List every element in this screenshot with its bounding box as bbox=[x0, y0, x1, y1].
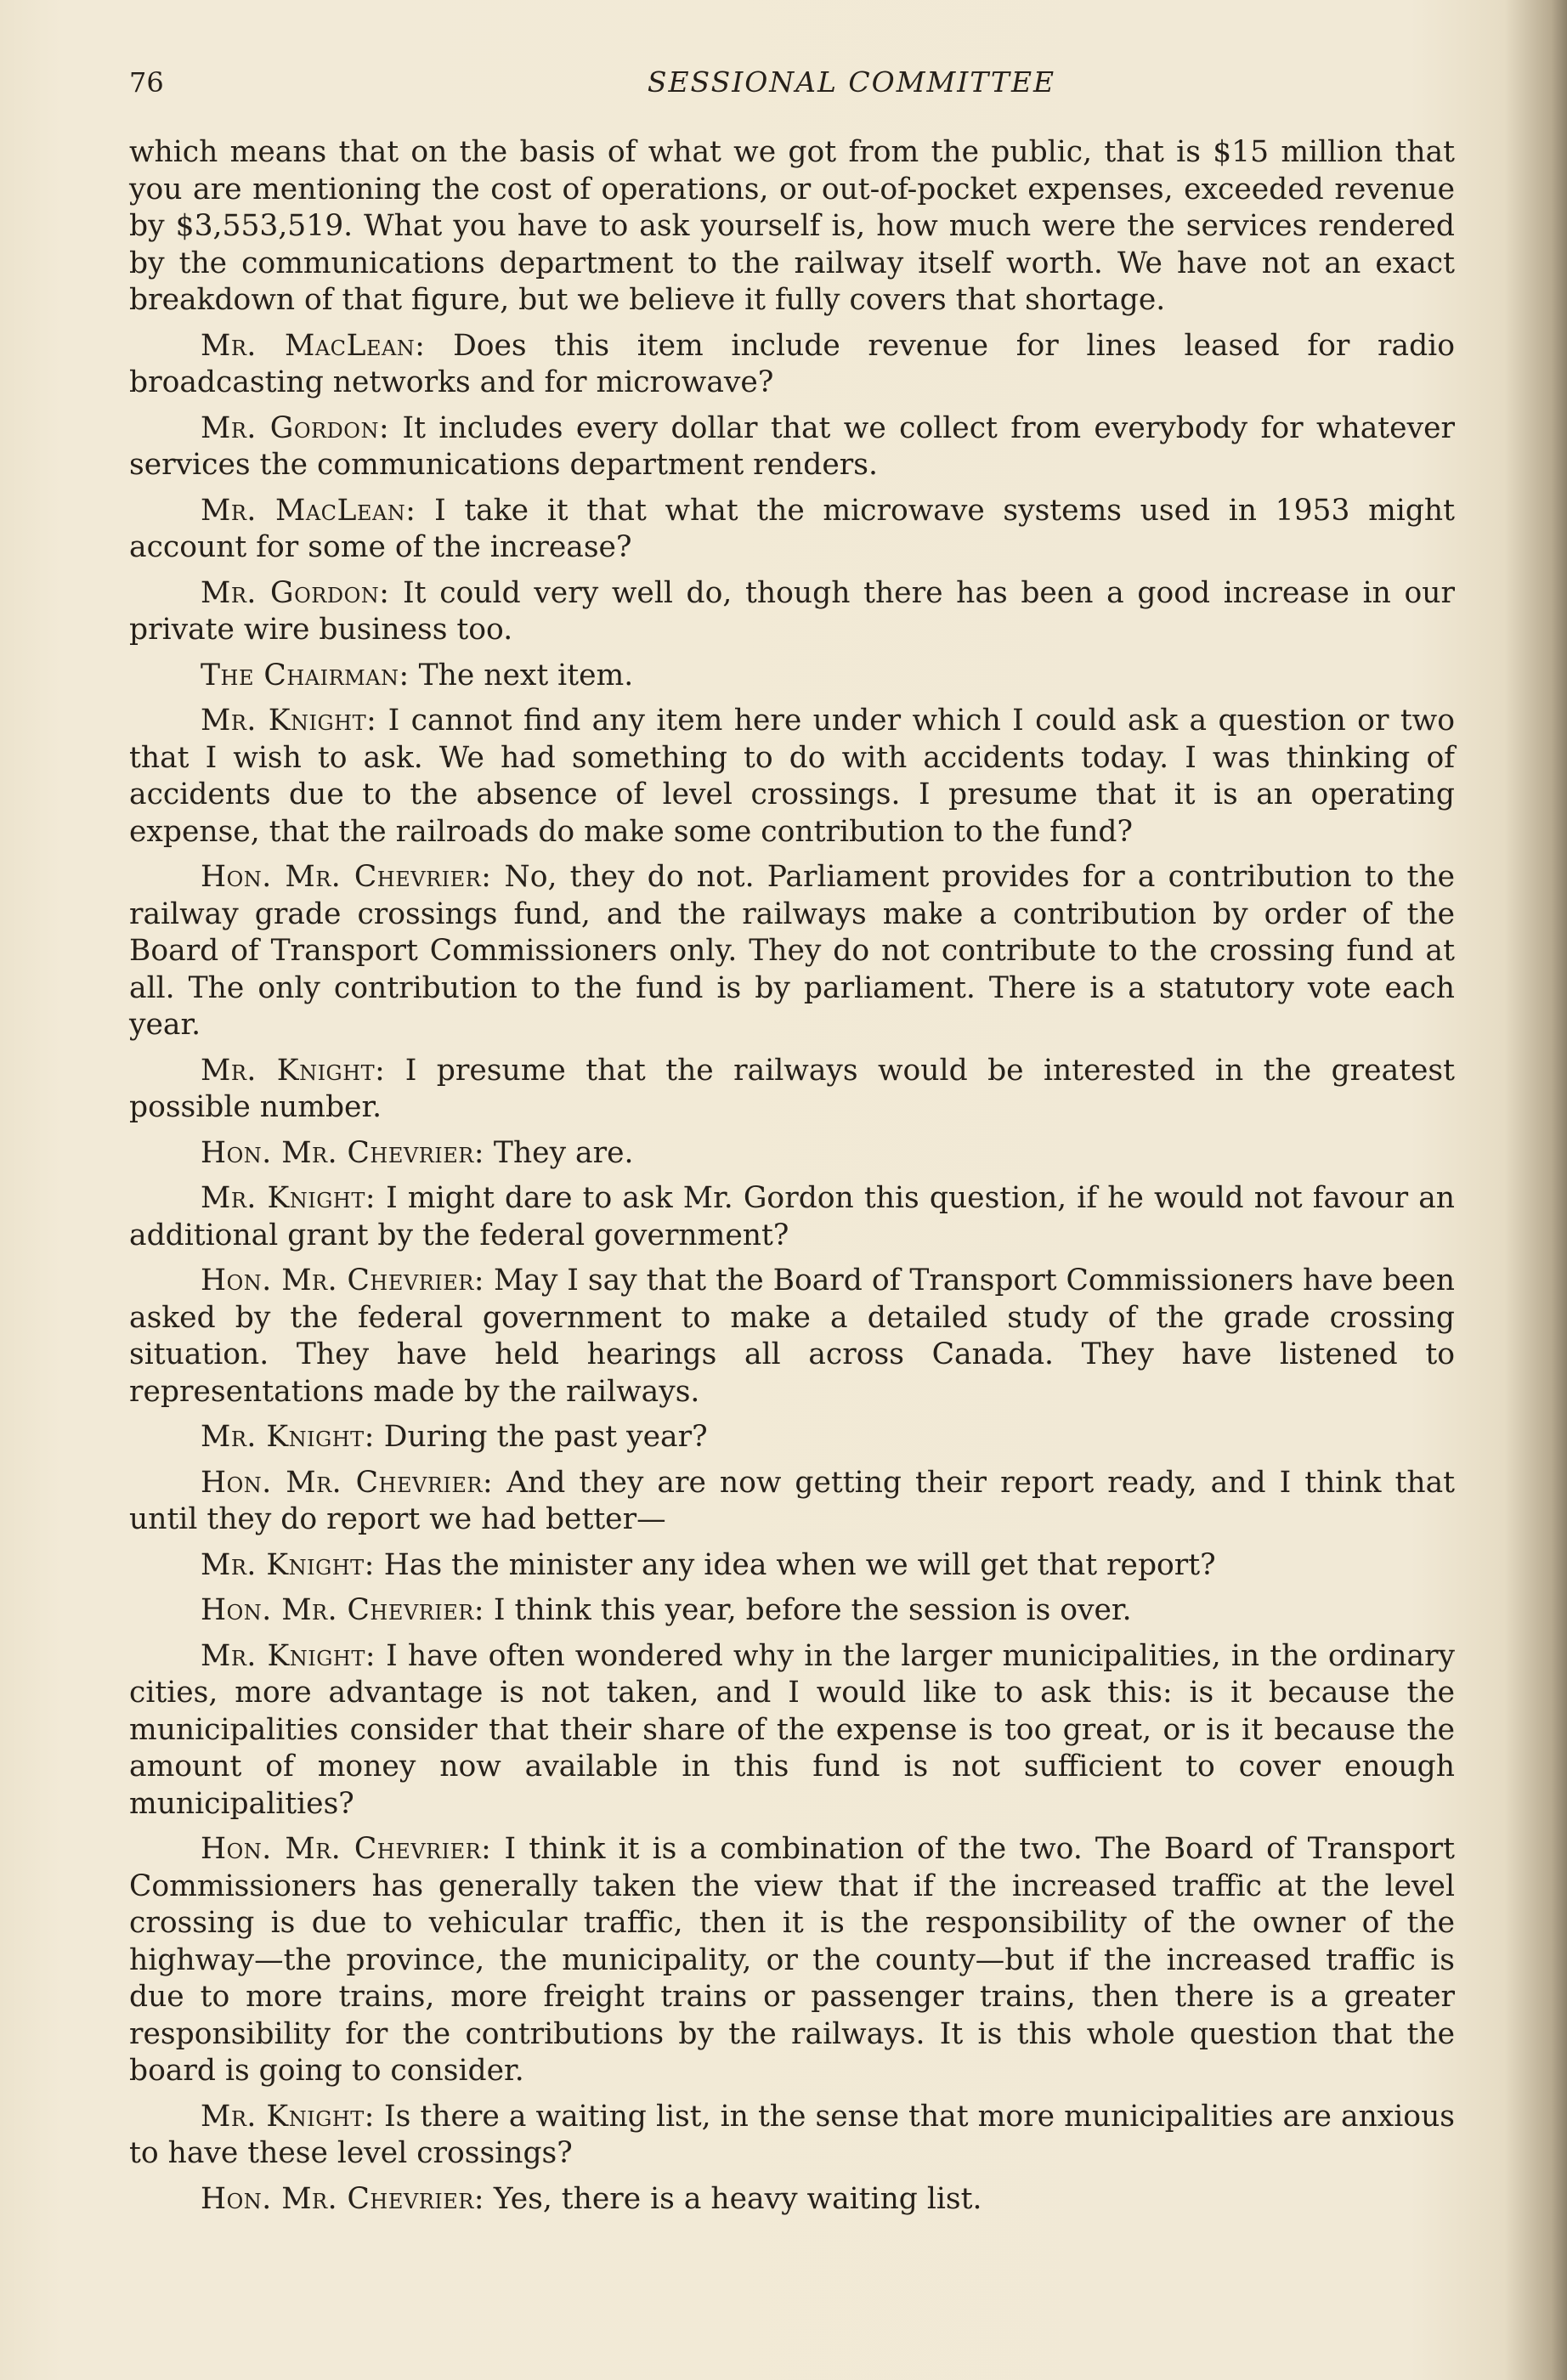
page-header bbox=[129, 61, 1455, 112]
speaker-name: Hon. Mr. Chevrier: bbox=[201, 1135, 484, 1170]
paragraph bbox=[129, 1419, 1455, 1456]
paragraph bbox=[129, 1547, 1455, 1585]
paragraph-text: I cannot find any item here under which I could ask a question or two that I wish to ask. We had something to do with accidents today. I was thinking of accidents due to the absence of level crossings. I presume that it is an operating expense, that the railroads do make some contribution to the fund? bbox=[129, 704, 1455, 849]
paragraph bbox=[129, 410, 1455, 484]
paragraph bbox=[129, 1135, 1455, 1173]
paragraph-text: No, they do not. Parliament provides for a contribution to the railway grade crossings fund, and the railways make a contribution by order of the Board of Transport Commissioners only. They do not contribute to the crossing fund at all. The only contribution to the fund is by parliament. There is a statutory vote each year. bbox=[129, 860, 1455, 1042]
speaker-name: The Chairman: bbox=[201, 658, 410, 693]
paragraph-text: I take it that what the microwave systems used in 1953 might account for some of the increase? bbox=[129, 493, 1455, 564]
paragraph bbox=[129, 1638, 1455, 1823]
paragraph bbox=[129, 2181, 1455, 2219]
paragraph-text: I presume that the railways would be interested in the greatest possible number. bbox=[129, 1053, 1455, 1124]
paragraph bbox=[129, 134, 1455, 319]
paragraph-text: Does this item include revenue for lines leased for radio broadcasting networks and for microwave? bbox=[129, 328, 1455, 399]
paragraph bbox=[129, 703, 1455, 851]
paragraph bbox=[129, 1263, 1455, 1410]
speaker-name: Mr. Knight: bbox=[201, 1181, 376, 1215]
speaker-name: Hon. Mr. Chevrier: bbox=[201, 1593, 484, 1627]
paragraph-text: During the past year? bbox=[374, 1420, 708, 1454]
paragraph-text: It could very well do, though there has been a good increase in our private wire business too. bbox=[129, 575, 1455, 647]
paragraph-text: Is there a waiting list, in the sense that more municipalities are anxious to have these level crossings? bbox=[129, 2099, 1455, 2170]
speaker-name: Mr. Knight: bbox=[201, 1547, 375, 1582]
speaker-name: Hon. Mr. Chevrier: bbox=[201, 2181, 484, 2216]
speaker-name: Hon. Mr. Chevrier: bbox=[201, 860, 492, 894]
speaker-name: Mr. Gordon: bbox=[201, 575, 390, 610]
paragraph bbox=[129, 658, 1455, 695]
speaker-name: Hon. Mr. Chevrier: bbox=[201, 1832, 492, 1866]
paragraph-text: I might dare to ask Mr. Gordon this question, if he would not favour an additional grant by the federal government? bbox=[129, 1181, 1455, 1252]
speaker-name: Hon. Mr. Chevrier: bbox=[201, 1263, 484, 1297]
paragraph bbox=[129, 1053, 1455, 1127]
speaker-name: Mr. Gordon: bbox=[201, 410, 390, 445]
paragraph-text: The next item. bbox=[409, 658, 634, 693]
paragraph-text: And they are now getting their report ready, and I think that until they do report we had better— bbox=[129, 1465, 1456, 1536]
paragraph-text: It includes every dollar that we collect from everybody for whatever services the communications department renders. bbox=[129, 410, 1455, 482]
paragraph bbox=[129, 1180, 1455, 1254]
speaker-name: Mr. Knight: bbox=[201, 2099, 375, 2134]
speaker-name: Mr. Knight: bbox=[201, 704, 377, 738]
paragraph-text: I think this year, before the session is over. bbox=[484, 1593, 1132, 1627]
paragraph bbox=[129, 859, 1455, 1044]
paragraph-text: Yes, there is a heavy waiting list. bbox=[484, 2181, 982, 2216]
speaker-name: Mr. MacLean: bbox=[201, 493, 416, 528]
page-number: 76 bbox=[129, 66, 164, 99]
paragraph-text: I think it is a combination of the two. The Board of Transport Commissioners has generally taken the view that if the increased traffic at the level crossing is due to vehicular traffic, then it is the responsibility of the owner of the highway—the province, the municipality, or the county—but if the increased traffic is due to more trains, more freight trains or passenger trains, then there is a greater responsibility for the contributions by the railways. It is this whole question that the board is going to consider. bbox=[129, 1832, 1455, 2088]
paragraph bbox=[129, 1831, 1455, 2090]
speaker-name: Mr. Knight: bbox=[201, 1638, 376, 1673]
paragraph-text: May I say that the Board of Transport Commissioners have been asked by the federal government to make a detailed study of the grade crossing situation. They have held hearings all across Canada. They have listened to representations made by the railways. bbox=[129, 1263, 1455, 1409]
running-title: SESSIONAL COMMITTEE bbox=[647, 65, 1056, 99]
paragraph-text: They are. bbox=[484, 1135, 634, 1170]
paragraph bbox=[129, 328, 1455, 402]
paragraph bbox=[129, 493, 1455, 567]
speaker-name: Hon. Mr. Chevrier: bbox=[201, 1465, 494, 1500]
speaker-name: Mr. Knight: bbox=[201, 1420, 375, 1454]
paragraph bbox=[129, 1465, 1455, 1539]
transcript-body bbox=[129, 134, 1455, 2226]
paragraph-text: I have often wondered why in the larger municipalities, in the ordinary cities, more advantage is not taken, and I would like to ask this: is it because the municipalities consider that their share of the expense is too great, or is it because the amount of money now available in this fund is not sufficient to cover enough municipalities? bbox=[129, 1638, 1455, 1821]
speaker-name: Mr. MacLean: bbox=[201, 328, 426, 363]
paragraph bbox=[129, 575, 1455, 649]
paragraph-text: which means that on the basis of what we got from the public, that is $15 million that you are mentioning the cost of operations, or out-of-pocket expenses, exceeded revenue by $3,553,519. What you have to ask yourself is, how much were the services rendered by the communications department to the railway itself worth. We have not an exact breakdown of that figure, but we believe it fully covers that shortage. bbox=[129, 135, 1455, 317]
paragraph bbox=[129, 1592, 1455, 1630]
paragraph-text: Has the minister any idea when we will get that report? bbox=[374, 1547, 1216, 1582]
paragraph bbox=[129, 2099, 1455, 2173]
speaker-name: Mr. Knight: bbox=[201, 1053, 386, 1088]
